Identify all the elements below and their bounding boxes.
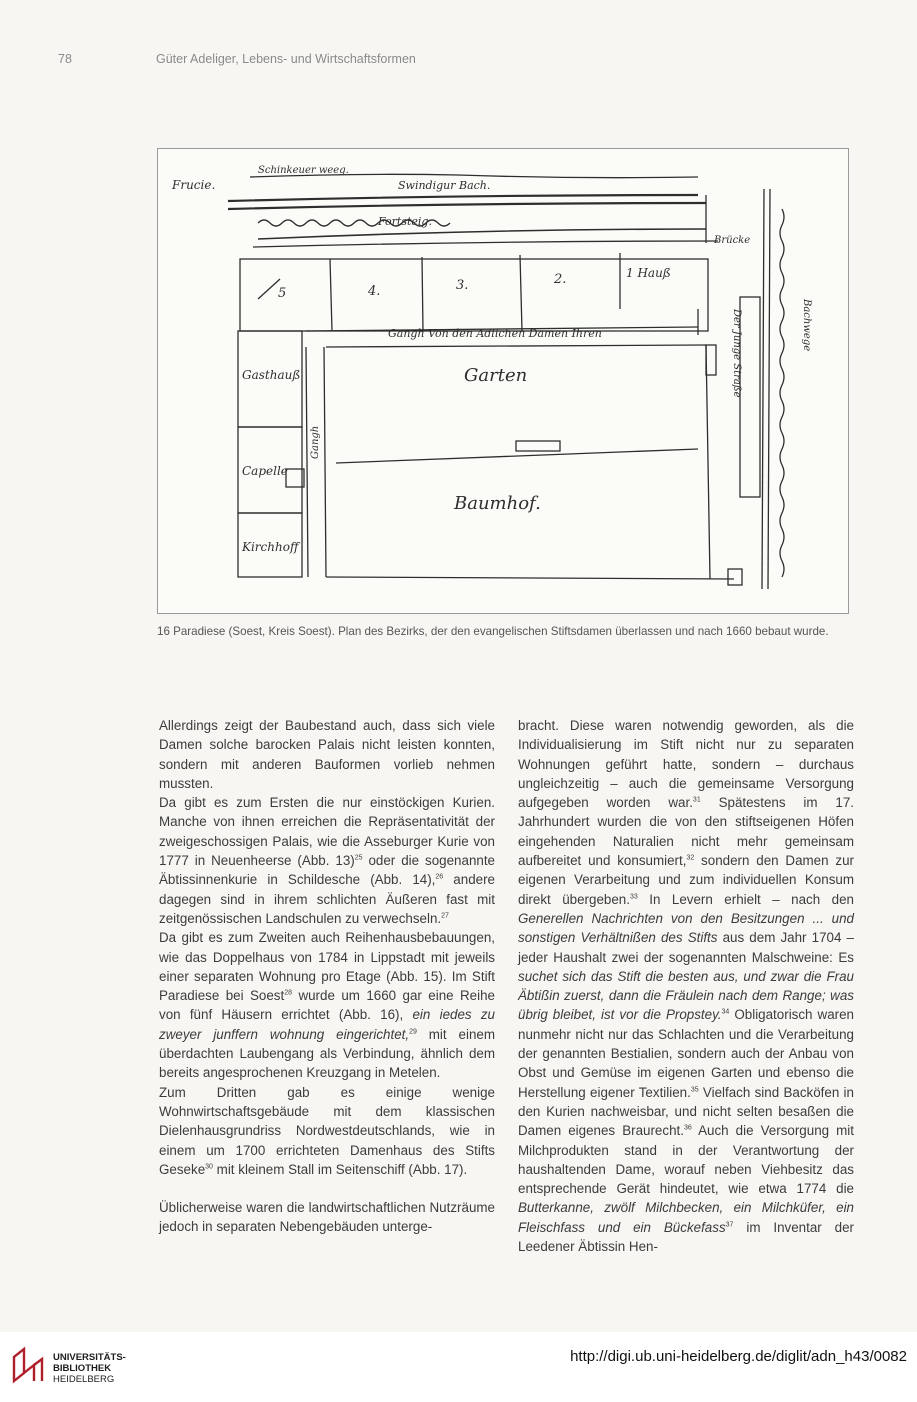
plan-gate (516, 441, 560, 451)
plan-garden-bottom (326, 577, 734, 579)
plan-label-gang: Gangh Von den Adlichen Damen Ihren (388, 327, 602, 340)
footnote-ref[interactable]: 30 (205, 1163, 213, 1171)
plan-right-wall (762, 189, 764, 589)
plan-label-bach: Swindigur Bach. (398, 179, 491, 192)
library-logo-icon[interactable] (10, 1345, 46, 1385)
text-column-left (159, 716, 495, 1237)
plan-house-1: 1 Hauß (626, 266, 671, 280)
figure-caption: 16 Paradiese (Soest, Kreis Soest). Plan des Bezirks, der den evangelischen Stiftsdamen überlassen und nach 1660 bebaut wurde. (157, 625, 829, 638)
plan-corner-box (728, 569, 742, 585)
footnote-ref[interactable]: 37 (725, 1221, 734, 1229)
running-title: Güter Adeliger, Lebens- und Wirtschaftsformen (156, 52, 416, 66)
plan-label-lane: Gangh (310, 425, 321, 459)
plan-lane-line-2 (324, 347, 326, 577)
plan-label-gasthaus: Gasthauß (242, 368, 301, 382)
plan-house-divider (330, 259, 332, 331)
plan-right-wall-2 (768, 189, 770, 589)
plan-house-3: 3. (456, 278, 469, 293)
figure-plan (157, 148, 849, 614)
paragraph: Üblicherweise waren die landwirtschaftlichen Nutzräume jedoch in separaten Nebengebäuden unterge- (159, 1200, 495, 1235)
paragraph: Allerdings zeigt der Baubestand auch, dass sich viele Damen solche barocken Palais nicht leisten konnten, sondern mit anderen Bauformen vorlieb nehmen mussten. (159, 718, 495, 791)
plan-street-line-2 (253, 241, 718, 247)
footnote-ref[interactable]: 32 (686, 854, 695, 862)
footnote-ref[interactable]: 31 (692, 796, 701, 804)
plan-label-brucke: Brücke (714, 235, 751, 246)
plan-label-capelle: Capelle (242, 464, 288, 478)
plan-house-divider (520, 255, 522, 331)
plan-label-right-wall: Bachwege (801, 299, 812, 352)
plan-house-mark (258, 279, 280, 299)
permalink-url[interactable]: http://digi.ub.uni-heidelberg.de/diglit/adn_h43/0082 (570, 1348, 907, 1365)
plan-house-5: 5 (278, 286, 287, 301)
library-name: UNIVERSITÄTS- BIBLIOTHEK HEIDELBERG (53, 1352, 126, 1385)
plan-bach-line (228, 195, 698, 201)
footnote-ref[interactable]: 34 (721, 1008, 730, 1016)
plan-label-right-lane: Der Junge Straße (731, 309, 742, 398)
footnote-ref[interactable]: 28 (284, 989, 293, 997)
plan-drawing (158, 149, 848, 613)
footnote-ref[interactable]: 26 (435, 873, 444, 881)
plan-garden-right (706, 345, 710, 579)
plan-house-divider (422, 257, 423, 331)
plan-label-garten: Garten (464, 365, 528, 386)
plan-right-boundary (780, 209, 784, 577)
paragraph: Da gibt es zum Ersten die nur einstöckigen Kurien. Manche von ihnen erreichen die Repräsentativität der zweigeschossigen Palais, wie die Asseburger Kurie von 1777 in Neuenheerse (Abb. 13)$^{25}$ oder die sogenannte Äbtissinnenkurie in Schildesche (Abb. 14),$^{26}$ andere dagegen sind in ihrem schlichten Äußeren fast mit zeitgenössischen Landschulen zu verwechseln.$^{27}$ (159, 795, 496, 926)
plan-label-kirchhof: Kirchhoff (242, 540, 299, 554)
plan-label-baumhof: Baumhof. (454, 493, 541, 514)
plan-label-road: Schinkeuer weeg. (258, 165, 349, 176)
footnote-ref[interactable]: 33 (629, 893, 638, 901)
plan-house-4: 4. (368, 284, 381, 299)
plan-street-line (258, 229, 706, 239)
footnote-ref[interactable]: 27 (441, 912, 449, 920)
plan-capelle-box (286, 469, 304, 487)
paragraph: Zum Dritten gab es einige wenige Wohnwirtschaftsgebäude mit dem klassischen Dielenhausgrundriss Nordwestdeutschlands, wie in einem um 1700 errichteten Damenhaus des Stifts Geseke$^{30}$ mit kleinem Stall im Seitenschiff (Abb. 17). (159, 1084, 495, 1177)
footnote-ref[interactable]: 35 (690, 1086, 699, 1094)
plan-label-frucie: Frucie. (172, 178, 216, 192)
text-column-right (518, 716, 854, 1256)
plan-right-gate (706, 345, 716, 375)
plan-garden-top (326, 345, 706, 347)
plan-label-strasse: Fortsteig. (378, 215, 432, 228)
paragraph: bracht. Diese waren notwendig geworden, als die Individualisierung im Stift nicht nur zu separaten Wohnungen geführt hatte, sondern – durchaus ungleichzeitig – auch die gemeinsame Versorgung aufgegeben worden war.$^{31}$ Spätestens im 17. Jahrhundert wurden die von den stiftseigenen Höfen eingehenden Naturalien nicht mehr gemeinsam aufbereitet und konsumiert,$^{32}$ sondern den Damen zur eigenen Verarbeitung und zum individuellen Konsum direkt übergeben.$^{33}$ In Levern erhielt – nach den Generellen Nachrichten von den Besitzungen ... und sonstigen Verhältnißen des Stifts aus dem Jahr 1704 – jeder Haushalt zwei der sogenannten Malschweine: Es suchet sich das Stift die besten aus, und zwar die Frau Äbtißin zuerst, dann die Fräulein nach dem Range; was übrig bleibet, ist vor die Propstey.$^{34}$ Obligatorisch waren nunmehr nicht nur das Schlachten und die Verarbeitung der genannten Bestialien, sondern auch der Anbau von Obst und Gemüse im eigenen Garten und ebenso die Herstellung eigener Textilien.$^{35}$ Vielfach sind Backöfen in den Kurien nachweisbar, und nicht selten besaßen die Damen eigenes Braurecht.$^{36}$ Auch die Versorgung mit Milchprodukten stand in der Verantwortung der haushaltenden Dame, worauf neben Viehbesitz das entsprechende Gerät hindeutet, wie etwa 1774 die Butterkanne, zwölf Milchbecken, ein Milchküfer, ein Fleischfass und ein Bückefass$^{37}$ im Inventar der Leedener Äbtissin Hen- (518, 718, 855, 1255)
page-number: 78 (58, 52, 72, 66)
footnote-ref[interactable]: 25 (354, 854, 363, 862)
paragraph: Da gibt es zum Zweiten auch Reihenhausbebauungen, wie das Doppelhaus von 1784 in Lippstadt mit jeweils einer separaten Wohnung pro Etage (Abb. 15). Im Stift Paradiese bei Soest$^{28}$ wurde um 1660 gar eine Reihe von fünf Häusern errichtet (Abb. 16), ein iedes zu zweyer junffern wohnung eingerichtet,$^{29}$ mit einem überdachten Laubengang als Verbindung, ähnlich dem bereits angesprochenen Kreuzgang in Metelen. (159, 930, 496, 1081)
plan-bach-line-2 (228, 203, 706, 209)
footnote-ref[interactable]: 36 (683, 1124, 692, 1132)
plan-house-2: 2. (554, 272, 567, 287)
footnote-ref[interactable]: 29 (409, 1028, 417, 1036)
viewer-footer (0, 1332, 917, 1402)
plan-lane-line (306, 347, 308, 577)
plan-right-building (740, 297, 760, 497)
